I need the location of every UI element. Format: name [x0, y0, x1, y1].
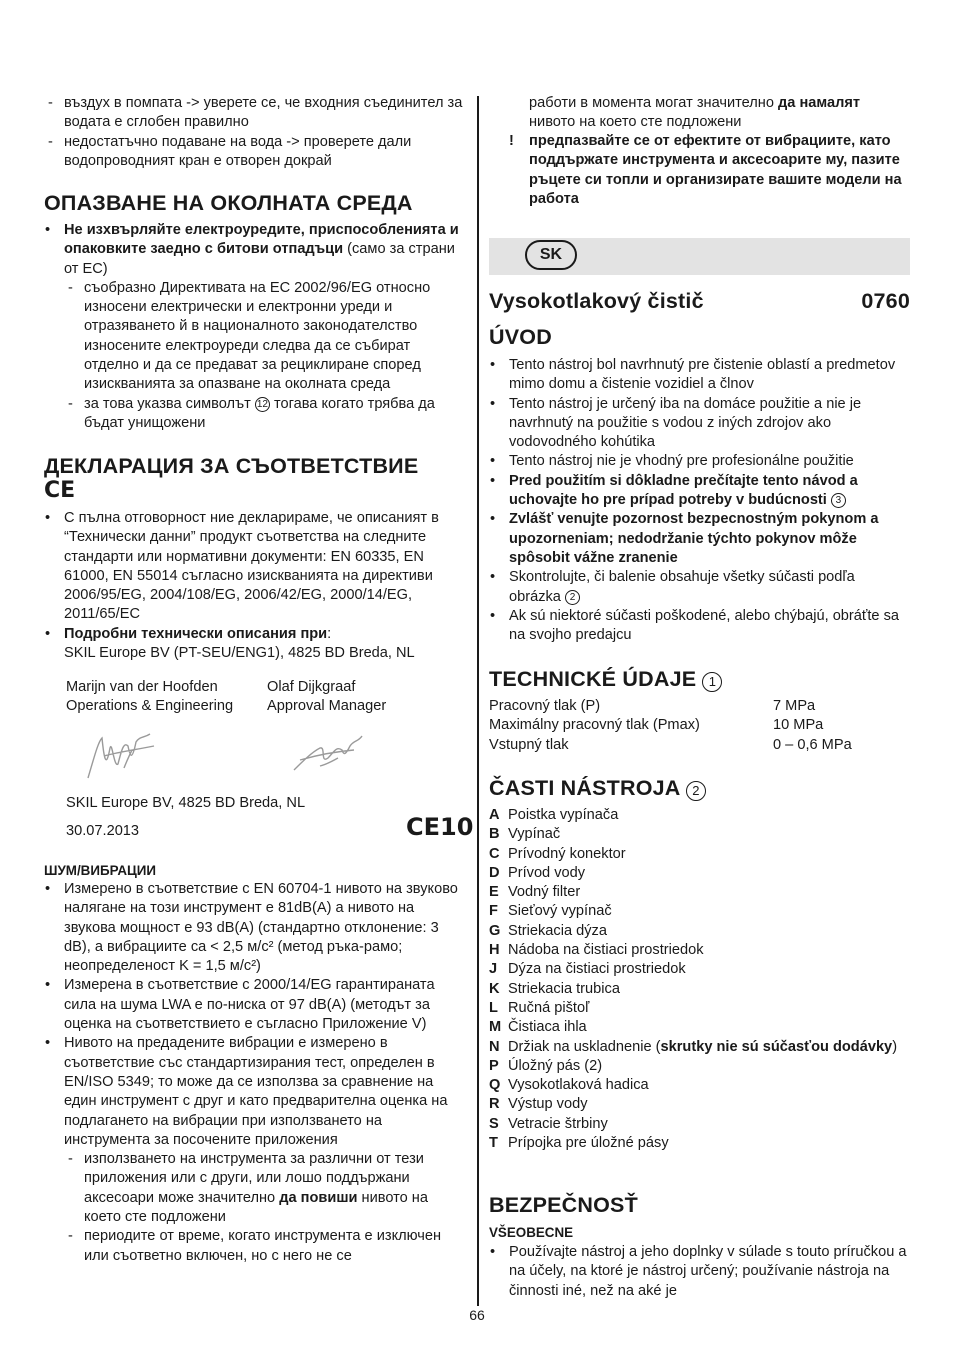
list-item: • Не изхвърляйте електроуредите, приспособленията и опаковките заедно с битови отпадъци (само за страни от ЕС) [45, 222, 459, 277]
date: 30.07.2013 [66, 823, 140, 839]
list-item: H Nádoba na čistiaci prostriedok [489, 942, 704, 959]
declaration-heading: ДЕКЛАРАЦИЯ ЗА СЪОТВЕТСТВИЕ [44, 454, 419, 478]
list-item: E Vodný filter [489, 884, 581, 901]
list-item: • Pred použitím si dôkladne prečítajte tento návod a uchovajte ho pre prípad potreby v budúcnosti 3 [490, 472, 858, 509]
list-item: P Úložný pás (2) [489, 1057, 603, 1074]
list-item: • Измерена в съответствие с 2000/14/EG гарантираната сила на шума LWA е по-ниска от 97 dB(A) (методът за оценка на съответствието е съгласно Приложение V) [45, 977, 435, 1033]
safety-subheading: VŠEOBECNE [489, 1225, 574, 1240]
list-item: T Prípojka pre úložné pásy [489, 1135, 669, 1152]
list-item: D Prívod vody [489, 864, 586, 881]
figure-ref-icon: 1 [702, 672, 722, 692]
noise-heading: ШУМ/ВИБРАЦИИ [44, 863, 157, 878]
list-item: • Používajte nástroj a jeho doplnky v súlade s touto príručkou a na účely, na ktoré je nástroj určený; používanie nástroja na činnosti iné, než na aké je [490, 1244, 907, 1299]
list-item: K Striekacia trubica [489, 980, 620, 997]
warning-icon: ! [509, 133, 514, 149]
column-divider [477, 96, 479, 1306]
list-item: - използването на инструмента за различни от тези приложения или с други, или лошо поддържани аксесоари може значително да повиши нивото на което сте подложени [68, 1151, 428, 1226]
table-row: Maximálny pracovný tlak (Pmax) 10 MPa [489, 717, 824, 734]
list-item: • С пълна отговорност ние декларираме, че описаният в “Технически данни” продукт съответства на следните стандарти или нормативни документи: EN 60335, EN 61000, EN 55014 съгласно изискванията на директиви 2006/95/EG, 2004/108/EG, 2006/42/EG, 2000/14/EG, 2011/65/EC [45, 510, 439, 623]
language-badge: SK [525, 240, 577, 270]
safety-section [489, 1243, 910, 1301]
list-item: - съобразно Директивата на ЕС 2002/96/EG относно износени електрически и електронни уреди и отразяването й в националното законодателство износените електроуреди следва да се събират отделно и да се предават за рециклиране според изискванията за опазване на околната среда [68, 279, 431, 393]
signatory-1: Marijn van der Hoofden Operations & Engineering [66, 679, 234, 715]
list-item: - за това указва символът 12 тогава когато трябва да бъдат унищожени [68, 395, 435, 431]
list-item: R Výstup vody [489, 1096, 588, 1113]
company-address: SKIL Europe BV, 4825 BD Breda, NL [66, 795, 306, 811]
list-item: M Čistiaca ihla [489, 1019, 587, 1036]
list-item: • Ak sú niektoré súčasti poškodené, alebo chýbajú, obráťte sa na svojho predajcu [490, 607, 900, 644]
list-item: • Zvlášť venujte pozornost bezpecnostným pokynom a upozorneniam; nedodržanie týchto pokynov môže spôsobit vážne zranenie [490, 511, 879, 566]
intro-section [489, 356, 910, 645]
tech-table [489, 697, 910, 755]
list-item: • Skontrolujte, či balenie obsahuje všetky súčasti podľa obrázka 2 [490, 569, 855, 605]
env-section [44, 221, 468, 433]
noise-section [44, 880, 468, 1266]
list-item: L Ručná pištoľ [489, 999, 590, 1016]
vibration-warning: ! предпазвайте се от ефектите от вибрациите, като поддържате инструмента и аксесоарите му, пазите ръцете си топли и организирате вашите модели на работа [509, 132, 910, 209]
list-item: S Vetracie štrbiny [489, 1115, 608, 1132]
list-item: F Sieťový vypínač [489, 903, 612, 920]
list-item: J Dýza na čistiaci prostriedok [489, 961, 686, 978]
figure-ref-icon: 12 [256, 398, 268, 410]
list-item: A Poistka vypínača [489, 807, 619, 823]
list-item: Q Vysokotlaková hadica [489, 1077, 649, 1094]
declaration-section [44, 509, 468, 663]
ce-mark-year-icon: CE10 [406, 813, 474, 841]
intro-heading: ÚVOD [489, 325, 552, 349]
signatory-2: Olaf Dijkgraaf Approval Manager [267, 679, 387, 715]
list-item: N Držiak na uskladnenie (skrutky nie sú súčasťou dodávky) [489, 1038, 898, 1055]
list-item: • Tento nástroj bol navrhnutý pre čistenie oblastí a predmetov mimo domu a čistenie vozidiel a člnov [490, 357, 896, 393]
list-item: • Измерено в съответствие с EN 60704-1 нивото на звуково налягане на този инструмент е 81dB(A) а нивото на звукова мощност е 93 dB(A) (стандартно отклонение: 3 dB), а вибрациите са < 2,5 м/с² (метод ръка-рамо; неопределеност K = 1,5 м/с²) [45, 881, 458, 975]
figure-ref-icon: 2 [686, 781, 706, 801]
troubleshooting-list [44, 94, 468, 171]
parts-heading: ČASTI NÁSTROJA 2 [489, 775, 910, 801]
signatories [66, 678, 468, 717]
language-band [489, 238, 910, 275]
list-item: - недостатъчно подаване на вода -> проверете дали водопроводният кран е отворен докрай [48, 133, 412, 169]
list-item: C Prívodný konektor [489, 845, 626, 862]
list-item: G Striekacia dýza [489, 922, 607, 939]
vibration-continued: работи в момента могат значително да намалят нивото на което сте подложени [529, 95, 861, 131]
parts-list [489, 806, 910, 1153]
tech-heading: TECHNICKÉ ÚDAJE 1 [489, 666, 910, 692]
signature-1-icon [84, 728, 164, 786]
list-item: • Подробни технически описания при: SKIL Europe BV (PT-SEU/ENG1), 4825 BD Breda, NL [45, 625, 415, 662]
list-item: - периодите от време, когато инструмента е изключен или съответно включен, но с него не се [68, 1228, 442, 1264]
figure-ref-icon: 2 [565, 590, 580, 605]
list-item: • Tento nástroj nie je vhodný pre profesionálne použitie [490, 453, 854, 470]
ce-mark-icon: CE [44, 478, 76, 503]
product-title: Vysokotlakový čistič 0760 [489, 289, 910, 313]
signature-2-icon [290, 730, 370, 780]
table-row: Vstupný tlak 0 – 0,6 MPa [489, 736, 852, 753]
figure-ref-icon: 3 [831, 493, 846, 508]
list-item: - въздух в помпата -> уверете се, че входния съединител за водата е сглобен правилно [48, 95, 463, 131]
table-row: Pracovný tlak (P) 7 MPa [489, 698, 816, 714]
list-item: • Нивото на предадените вибрации е измерено в съответствие със стандартизирания тест, определен в EN/ISO 5349; то може да се използва за сравнение на един инструмент с друг и като предварителна оценка на подлагането на вибрации при използването на инструмента за посочените приложения [45, 1035, 448, 1148]
list-item: • Tento nástroj je určený iba na domáce použitie a nie je navrhnutý na použitie s vodou z iných zdrojov ako vodovodného kohútika [490, 395, 862, 451]
safety-heading: BEZPEČNOSŤ [489, 1193, 638, 1217]
list-item: B Vypínač [489, 826, 561, 843]
page-number: 66 [469, 1307, 485, 1323]
env-heading: ОПАЗВАНЕ НА ОКОЛНАТА СРЕДА [44, 191, 413, 215]
